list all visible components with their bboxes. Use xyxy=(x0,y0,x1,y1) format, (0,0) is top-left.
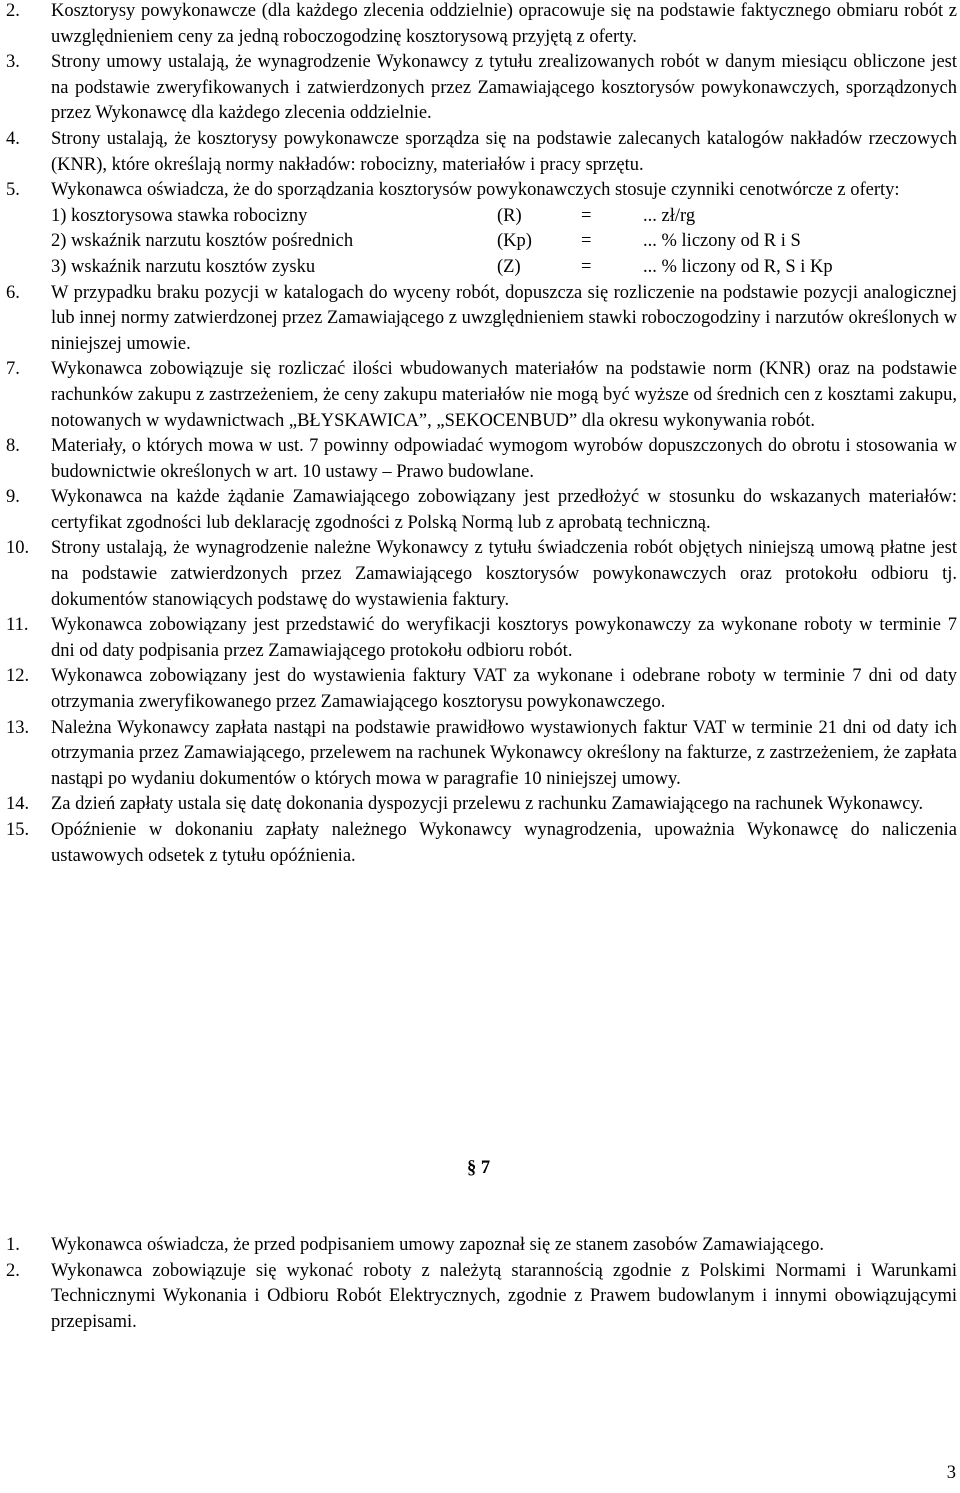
clause-number: 4. xyxy=(6,128,20,149)
clause-text: Wykonawca na każde żądanie Zamawiającego zobowiązany jest przedłożyć w stosunku do wskazanych materiałów: certyfikat zgodności lub deklarację zgodności z Polską Normą lub z aprobatą techniczną. xyxy=(51,487,957,533)
clause-number: 6. xyxy=(6,282,20,303)
clause-number: 3. xyxy=(6,52,20,73)
clause-item xyxy=(0,50,960,127)
clause-item xyxy=(0,716,960,793)
clause-number: 12. xyxy=(6,666,30,687)
factor-equals: = xyxy=(581,205,592,226)
clause-item xyxy=(0,664,960,715)
clause-number: 8. xyxy=(6,436,20,457)
factor-label: 2) wskaźnik narzutu kosztów pośrednich xyxy=(51,231,354,252)
clause-number: 2. xyxy=(6,1260,20,1281)
clause-text: Opóźnienie w dokonaniu zapłaty należnego Wykonawcy wynagrodzenia, upoważnia Wykonawcę do naliczenia ustawowych odsetek z tytułu opóźnienia. xyxy=(51,820,957,866)
pricing-factor-row xyxy=(51,229,957,255)
factor-symbol: (Kp) xyxy=(497,231,532,252)
section-clause-list xyxy=(0,1233,960,1335)
pricing-factor-row xyxy=(51,204,957,230)
pricing-factor-row xyxy=(51,255,957,281)
clause-number: 1. xyxy=(6,1235,20,1255)
clause-text: Wykonawca oświadcza, że do sporządzania kosztorysów powykonawczych stosuje czynniki cenotwórcze z oferty: xyxy=(51,180,900,201)
page-number: 3 xyxy=(946,1463,956,1483)
clause-text: Kosztorysy powykonawcze (dla każdego zlecenia oddzielnie) opracowuje się na podstawie faktycznego obmiaru robót z uwzględnieniem ceny za jedną roboczogodzinę kosztorysową przyjętą z oferty. xyxy=(51,1,957,47)
clause-item xyxy=(0,485,960,536)
clause-text: Wykonawca zobowiązany jest przedstawić do weryfikacji kosztorys powykonawczy za wykonane roboty w terminie 7 dni od daty podpisania przez Zamawiającego protokołu odbioru robót. xyxy=(51,615,957,661)
clause-text: Należna Wykonawcy zapłata nastąpi na podstawie prawidłowo wystawionych faktur VAT w terminie 21 dni od daty ich otrzymania przez Zamawiającego, przelewem na rachunek Wykonawcy określony na fakturze, z zastrzeżeniem, że zapłata nastąpi po wydaniu dokumentów o których mowa w paragrafie 10 niniejszej umowy. xyxy=(51,717,957,789)
clause-text: Strony ustalają, że kosztorysy powykonawcze sporządza się na podstawie zalecanych katalogów nakładów rzeczowych (KNR), które określają normy nakładów: robocizny, materiałów i pracy sprzętu. xyxy=(51,128,957,175)
factor-symbol: (Z) xyxy=(497,256,521,277)
clause-number: 10. xyxy=(6,538,30,559)
clause-text: Wykonawca zobowiązuje się wykonać roboty z należytą starannością zgodnie z Polskimi Normami i Warunkami Technicznymi Wykonania i Odbioru Robót Elektrycznych, zgodnie z Prawem budowlanym i innymi obowiązującymi przepisami. xyxy=(51,1260,957,1332)
pricing-factors-list xyxy=(51,204,957,281)
clause-text: Strony umowy ustalają, że wynagrodzenie Wykonawcy z tytułu zrealizowanych robót w danym miesiącu obliczone jest na podstawie zweryfikowanych i zatwierdzonych przez Zamawiającego kosztorysów powykonawczych, sporządzonych przez Wykonawcę dla każdego zlecenia oddzielnie. xyxy=(51,52,957,124)
clause-item xyxy=(0,1259,960,1336)
clause-text: Wykonawca oświadcza, że przed podpisaniem umowy zapoznał się ze stanem zasobów Zamawiającego. xyxy=(51,1235,824,1255)
clause-number: 7. xyxy=(6,359,20,380)
clause-item xyxy=(0,1233,960,1259)
factor-label: 3) wskaźnik narzutu kosztów zysku xyxy=(51,256,316,277)
clause-number: 13. xyxy=(6,717,30,738)
factor-equals: = xyxy=(581,231,592,252)
factor-equals: = xyxy=(581,256,592,277)
clause-text: Wykonawca zobowiązuje się rozliczać ilości wbudowanych materiałów na podstawie norm (KNR) oraz na podstawie rachunków zakupu z zastrzeżeniem, że ceny zakupu materiałów nie mogą być wyższe od średnich cen z kosztami zakupu, notowanych w wydawnictwach „BŁYSKAWICA”, „SEKOCENBUD” dla okresu wykonywania robót. xyxy=(51,359,957,431)
clause-item xyxy=(0,0,960,50)
clause-item xyxy=(0,434,960,485)
clause-item-pricing-factors xyxy=(0,178,960,280)
clause-number: 9. xyxy=(6,487,20,508)
factor-value: ... % liczony od R i S xyxy=(643,231,801,252)
clause-number: 2. xyxy=(6,1,20,21)
clause-item xyxy=(0,357,960,434)
clause-item xyxy=(0,818,960,869)
clause-item xyxy=(0,613,960,664)
clause-text: W przypadku braku pozycji w katalogach do wyceny robót, dopuszcza się rozliczenie na podstawie pozycji analogicznej lub innej normy zatwierdzonej przez Zamawiającego z uwzględnieniem stawki roboczogodziny i narzutów określonych w niniejszej umowie. xyxy=(51,282,957,354)
clause-item xyxy=(0,281,960,358)
clause-number: 11. xyxy=(6,615,29,636)
section-heading: § 7 xyxy=(467,1158,491,1178)
clause-number: 5. xyxy=(6,180,20,201)
factor-label: 1) kosztorysowa stawka robocizny xyxy=(51,205,308,226)
clause-item xyxy=(0,536,960,613)
factor-value: ... % liczony od R, S i Kp xyxy=(643,256,833,277)
clause-text: Za dzień zapłaty ustala się datę dokonania dyspozycji przelewu z rachunku Zamawiającego na rachunek Wykonawcy. xyxy=(51,794,924,815)
clause-text: Materiały, o których mowa w ust. 7 powinny odpowiadać wymogom wyrobów dopuszczonych do obrotu i stosowania w budownictwie określonych w art. 10 ustawy – Prawo budowlane. xyxy=(51,436,957,482)
clause-item xyxy=(0,792,960,818)
clause-number: 15. xyxy=(6,820,30,840)
clause-item xyxy=(0,127,960,178)
clause-text: Strony ustalają, że wynagrodzenie należne Wykonawcy z tytułu świadczenia robót objętych niniejszą umową płatne jest na podstawie zatwierdzonych przez Zamawiającego kosztorysów powykonawczych oraz protokołu odbioru tj. dokumentów stanowiących podstawę do wystawienia faktury. xyxy=(51,538,957,610)
clause-number: 14. xyxy=(6,794,30,815)
factor-symbol: (R) xyxy=(497,205,522,226)
clause-text: Wykonawca zobowiązany jest do wystawienia faktury VAT za wykonane i odebrane roboty w terminie 7 dni od daty otrzymania zweryfikowanego przez Zamawiającego kosztorysu powykonawczego. xyxy=(51,666,957,713)
factor-value: ... zł/rg xyxy=(643,205,696,226)
